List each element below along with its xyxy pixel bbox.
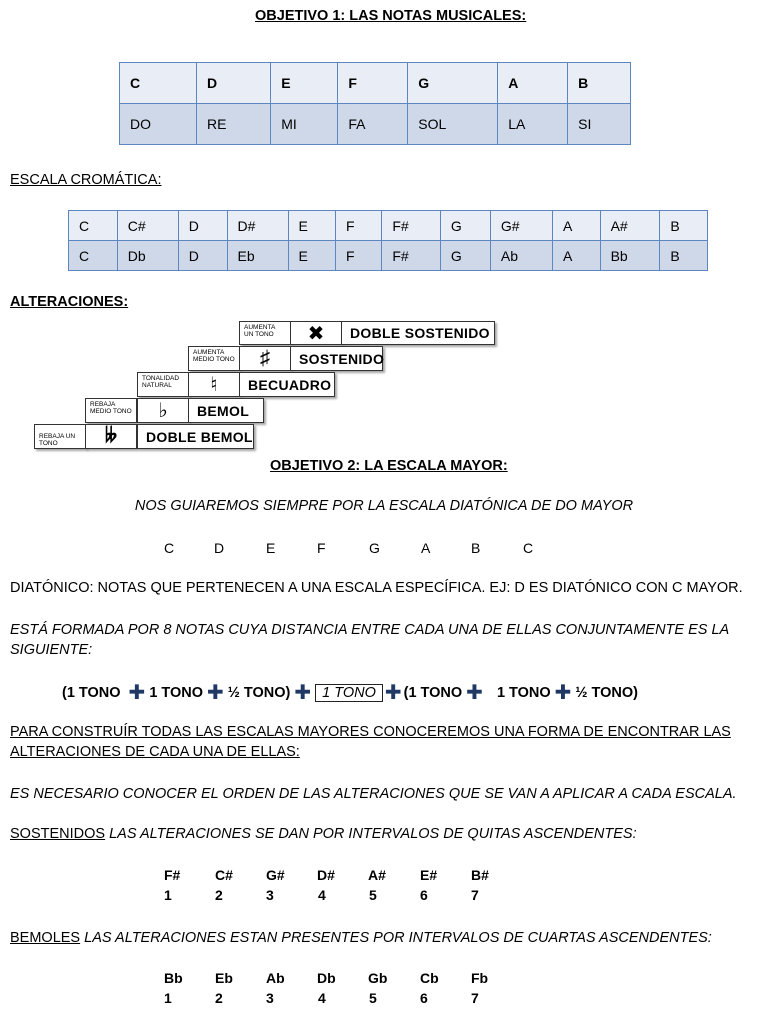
cell: D (178, 211, 227, 241)
cell: F (338, 63, 408, 104)
order-number: 3 (266, 887, 274, 903)
note: G (369, 540, 380, 556)
plus-icon: ✚ (207, 682, 224, 704)
sharps-heading: SOSTENIDOS (10, 826, 106, 842)
natural-icon: ♮ (188, 372, 240, 397)
cell: C (69, 241, 118, 271)
double-sharp-icon: ✖ (290, 321, 342, 345)
cell: Eb (227, 241, 288, 271)
note: C (164, 540, 175, 556)
label-sostenido: SOSTENIDO (290, 346, 383, 371)
order-number: 6 (420, 887, 428, 903)
plus-icon: ✚ (128, 682, 146, 704)
notes-table (119, 62, 631, 145)
formed-by-line-1: ESTÁ FORMADA POR 8 NOTAS CUYA DISTANCIA ENTRE CADA UNA DE ELLAS CONJUNTAMENTE ES LA (10, 622, 730, 638)
diatonic-definition: DIATÓNICO: NOTAS QUE PERTENECEN A UNA ESCALA ESPECÍFICA. EJ: D ES DIATÓNICO CON C MAYOR. (10, 580, 743, 596)
cell: FA (338, 104, 408, 145)
formula-part: 1 TONO (496, 684, 551, 701)
cell: F (336, 241, 382, 271)
sharp-icon: ♯ (239, 346, 291, 371)
flat-note: Eb (215, 970, 233, 986)
order-number: 4 (318, 990, 326, 1006)
build-line-2: ALTERACIONES DE CADA UNA DE ELLAS: (10, 744, 300, 760)
flat-note: Bb (164, 970, 183, 986)
cell: F (336, 211, 382, 241)
cell: B (660, 211, 708, 241)
note: A (421, 540, 431, 556)
sharp-note: F# (164, 867, 181, 883)
cell: D (197, 63, 271, 104)
cell: B (568, 63, 631, 104)
flat-note: Cb (420, 970, 439, 986)
cell: B (660, 241, 708, 271)
order-number: 7 (471, 887, 479, 903)
desc-doble-bemol: REBAJA UN TONO (34, 424, 86, 449)
cell: F# (382, 241, 441, 271)
formula-part: (1 TONO (62, 684, 121, 701)
flats-line (10, 930, 712, 946)
sharp-note: G# (266, 867, 285, 883)
flat-note: Fb (471, 970, 489, 986)
sharps-description: LAS ALTERACIONES SE DAN POR INTERVALOS DE QUITAS ASCENDENTES: (109, 826, 637, 842)
build-line-1: PARA CONSTRUÍR TODAS LAS ESCALAS MAYORES CONOCEREMOS UNA FORMA DE ENCONTRAR LAS (10, 724, 731, 740)
flat-icon: ♭ (137, 398, 189, 423)
label-becuadro: BECUADRO (239, 372, 335, 397)
order-number: 4 (318, 887, 326, 903)
double-flat-icon: 𝄫 (85, 424, 137, 449)
desc-doble-sostenido: AUMENTA UN TONO (239, 321, 291, 345)
note: B (471, 540, 481, 556)
intro-text: NOS GUIAREMOS SIEMPRE POR LA ESCALA DIATÓNICA DE DO MAYOR (134, 498, 634, 514)
chromatic-table (68, 210, 708, 271)
cell: SI (568, 104, 631, 145)
desc-sostenido: AUMENTA MEDIO TONO (188, 346, 240, 371)
plus-icon: ✚ (294, 682, 312, 704)
formula-part: (1 TONO (403, 684, 463, 701)
cell: E (288, 241, 336, 271)
note: F (317, 540, 326, 556)
formula-boxed-tone: 1 TONO (315, 684, 383, 702)
note: E (266, 540, 276, 556)
note: C (523, 540, 534, 556)
cell: D# (227, 211, 288, 241)
order-number: 2 (215, 990, 223, 1006)
order-number: 5 (369, 990, 377, 1006)
sharp-note: E# (420, 867, 438, 883)
flats-heading: BEMOLES (10, 930, 81, 946)
cell: Ab (490, 241, 552, 271)
plus-icon: ✚ (384, 682, 402, 704)
desc-becuadro: TONALIDAD NATURAL (137, 372, 189, 397)
formula-part: ½ TONO) (575, 684, 638, 701)
flat-note: Ab (266, 970, 285, 986)
cell: A# (600, 211, 660, 241)
alterations-title: ALTERACIONES: (10, 294, 129, 310)
order-number: 6 (420, 990, 428, 1006)
chromatic-title: ESCALA CROMÁTICA: (10, 172, 162, 188)
title-objetivo-2: OBJETIVO 2: LA ESCALA MAYOR: (270, 458, 508, 474)
interval-formula (62, 680, 638, 705)
desc-bemol: REBAJA MEDIO TONO (85, 398, 137, 423)
cell: RE (197, 104, 271, 145)
cell: G# (490, 211, 552, 241)
order-number: 7 (471, 990, 479, 1006)
sharp-note: B# (471, 867, 489, 883)
label-doble-sostenido: DOBLE SOSTENIDO (341, 321, 495, 345)
flat-note: Db (317, 970, 336, 986)
cell: MI (271, 104, 338, 145)
order-number: 5 (369, 887, 377, 903)
plus-icon: ✚ (554, 682, 572, 704)
formed-by-line-2: SIGUIENTE: (10, 642, 93, 658)
order-number: 1 (164, 887, 172, 903)
formula-part: ½ TONO) (227, 684, 291, 701)
order-note: ES NECESARIO CONOCER EL ORDEN DE LAS ALTERACIONES QUE SE VAN A APLICAR A CADA ESCALA. (10, 786, 737, 802)
cell: E (288, 211, 336, 241)
sharp-note: D# (317, 867, 335, 883)
cell: A (553, 211, 601, 241)
cell: C# (117, 211, 178, 241)
title-objetivo-1: OBJETIVO 1: LAS NOTAS MUSICALES: (255, 8, 527, 24)
sharp-note: A# (368, 867, 386, 883)
order-number: 2 (215, 887, 223, 903)
cell: DO (120, 104, 197, 145)
cell: G (440, 211, 490, 241)
cell: G (440, 241, 490, 271)
cell: G (408, 63, 498, 104)
flats-description: LAS ALTERACIONES ESTAN PRESENTES POR INTERVALOS DE CUARTAS ASCENDENTES: (84, 930, 712, 946)
plus-icon: ✚ (466, 682, 483, 704)
order-number: 1 (164, 990, 172, 1006)
formula-part: 1 TONO (149, 684, 204, 701)
note: D (214, 540, 225, 556)
flat-note: Gb (368, 970, 388, 986)
cell: E (271, 63, 338, 104)
cell: Bb (600, 241, 660, 271)
cell: D (178, 241, 227, 271)
cell: SOL (408, 104, 498, 145)
cell: F# (382, 211, 441, 241)
cell: C (120, 63, 197, 104)
order-number: 3 (266, 990, 274, 1006)
sharp-note: C# (215, 867, 233, 883)
cell: Db (117, 241, 178, 271)
cell: A (498, 63, 568, 104)
cell: LA (498, 104, 568, 145)
label-bemol: BEMOL (188, 398, 264, 423)
label-doble-bemol: DOBLE BEMOL (137, 424, 254, 449)
cell: A (553, 241, 601, 271)
sharps-line (10, 826, 637, 842)
cell: C (69, 211, 118, 241)
